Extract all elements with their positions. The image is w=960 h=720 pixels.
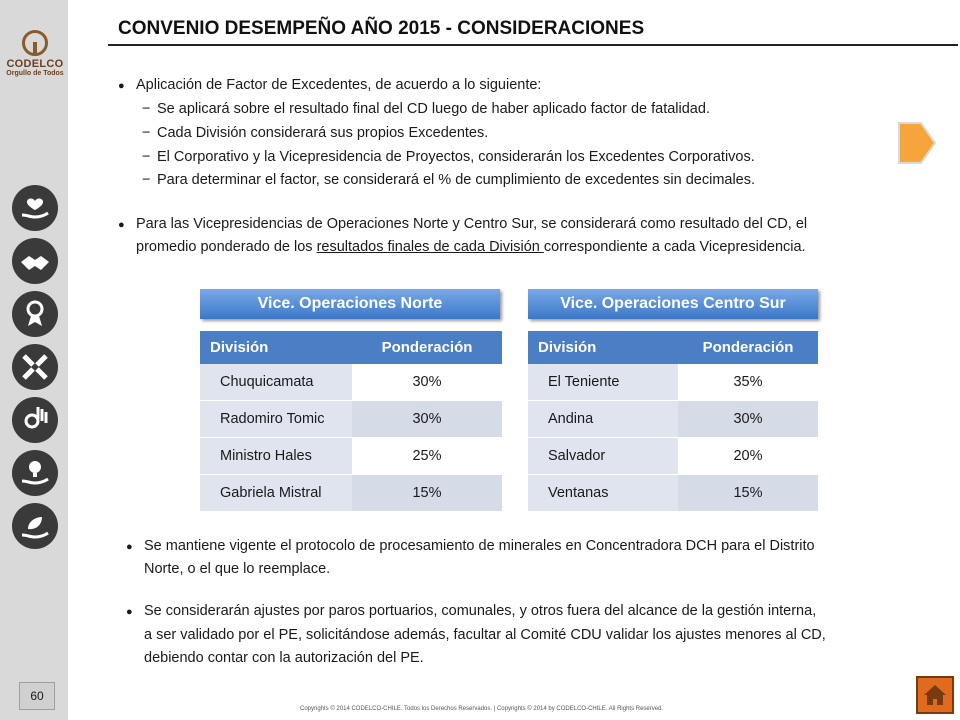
division-cell: Ministro Hales (200, 438, 352, 475)
codelco-logo-icon (22, 30, 48, 56)
sub-item-1: Se aplicará sobre el resultado final del CD luego de haber aplicado factor de fatalidad. (157, 101, 710, 117)
table-centro-sur (528, 331, 818, 512)
bullet-ajustes-line1: Se considerarán ajustes por paros portuarios, comunales, y otros fuera del alcance de la gestión interna, (144, 603, 817, 619)
weight-cell: 35% (678, 364, 818, 401)
bullet-ajustes-line2: a ser validado por el PE, solicitándose además, facultar al Comité CDU validar los ajustes menores al CD, (144, 627, 826, 643)
bullet-dot: ● (118, 80, 125, 92)
sidebar (0, 0, 68, 720)
division-cell: Radomiro Tomic (200, 401, 352, 438)
sub-dash: − (142, 149, 151, 165)
table-header-row (528, 331, 818, 364)
table-row (528, 438, 818, 475)
logo-tagline: Orgullo de Todos (6, 70, 64, 77)
table-row (200, 475, 502, 512)
sub-item-3: El Corporativo y la Vicepresidencia de Proyectos, considerarán los Excedentes Corporativos. (157, 149, 755, 165)
table-row (528, 475, 818, 512)
page-number: 60 (19, 682, 55, 710)
bullet-protocolo-line1: Se mantiene vigente el protocolo de procesamiento de minerales en Concentradora DCH para el Distrito (144, 538, 815, 554)
weight-cell: 30% (678, 401, 818, 438)
bullet-dot: ● (118, 219, 125, 231)
home-button[interactable] (916, 676, 954, 714)
hands-circle-icon[interactable] (12, 344, 58, 390)
home-icon (918, 678, 952, 712)
weight-cell: 30% (352, 401, 502, 438)
division-cell: Chuquicamata (200, 364, 352, 401)
table-title-norte: Vice. Operaciones Norte (200, 289, 500, 319)
bullet-dot: ● (126, 541, 133, 553)
sub-dash: − (142, 101, 151, 117)
bullet-text: correspondiente a cada Vicepresidencia. (543, 239, 806, 255)
bullet-text: promedio ponderado de los (136, 239, 317, 255)
bullet-vicepresidencias-line1: Para las Vicepresidencias de Operaciones Norte y Centro Sur, se considerará como resultado del CD, el (136, 216, 808, 232)
table-row (528, 364, 818, 401)
table-title-centro-sur: Vice. Operaciones Centro Sur (528, 289, 818, 319)
division-cell: Andina (528, 401, 678, 438)
weight-cell: 15% (352, 475, 502, 512)
table-norte (200, 331, 502, 512)
bullet-dot: ● (126, 606, 133, 618)
table-row (200, 364, 502, 401)
sub-dash: − (142, 125, 151, 141)
bullet-excedentes: Aplicación de Factor de Excedentes, de acuerdo a lo siguiente: (136, 77, 542, 93)
table-row (200, 438, 502, 475)
table-row (200, 401, 502, 438)
column-header-ponderacion: Ponderación (381, 339, 473, 356)
weight-cell: 15% (678, 475, 818, 512)
leaf-hand-icon[interactable] (12, 503, 58, 549)
next-arrow-icon[interactable] (896, 120, 938, 166)
division-cell: El Teniente (528, 364, 678, 401)
sub-item-2: Cada División considerará sus propios Excedentes. (157, 125, 489, 141)
logo-name: CODELCO (6, 58, 64, 70)
handshake-icon[interactable] (12, 238, 58, 284)
ok-hand-icon[interactable] (12, 397, 58, 443)
bullet-ajustes-line3: debiendo contar con la autorización del PE. (144, 650, 424, 666)
lightbulb-hand-icon[interactable] (12, 450, 58, 496)
division-cell: Salvador (528, 438, 678, 475)
table-row (528, 401, 818, 438)
bullet-protocolo-line2: Norte, o el que lo reemplace. (144, 561, 331, 577)
table-header-row (200, 331, 502, 364)
column-header-division: División (210, 339, 269, 356)
underlined-text: resultados finales de cada División (316, 239, 544, 255)
page-title: CONVENIO DESEMPEÑO AÑO 2015 - CONSIDERACIONES (118, 18, 645, 39)
weight-cell: 20% (678, 438, 818, 475)
copyright-footer: Copyrights © 2014 CODELCO-CHILE. Todos los Derechos Reservados. | Copyrights © 2014 by CODELCO-CHILE. All Rights Reserved. (300, 706, 664, 712)
division-cell: Gabriela Mistral (200, 475, 352, 512)
title-divider (108, 44, 958, 46)
codelco-logo (4, 30, 66, 77)
bullet-vicepresidencias-line2 (136, 236, 806, 259)
sub-dash: − (142, 172, 151, 188)
weight-cell: 30% (352, 364, 502, 401)
column-header-division: División (538, 339, 597, 356)
division-cell: Ventanas (528, 475, 678, 512)
sub-item-4: Para determinar el factor, se considerará el % de cumplimiento de excedentes sin decimales. (157, 172, 756, 188)
award-icon[interactable] (12, 291, 58, 337)
heart-hand-icon[interactable] (12, 185, 58, 231)
column-header-ponderacion: Ponderación (702, 339, 794, 356)
weight-cell: 25% (352, 438, 502, 475)
